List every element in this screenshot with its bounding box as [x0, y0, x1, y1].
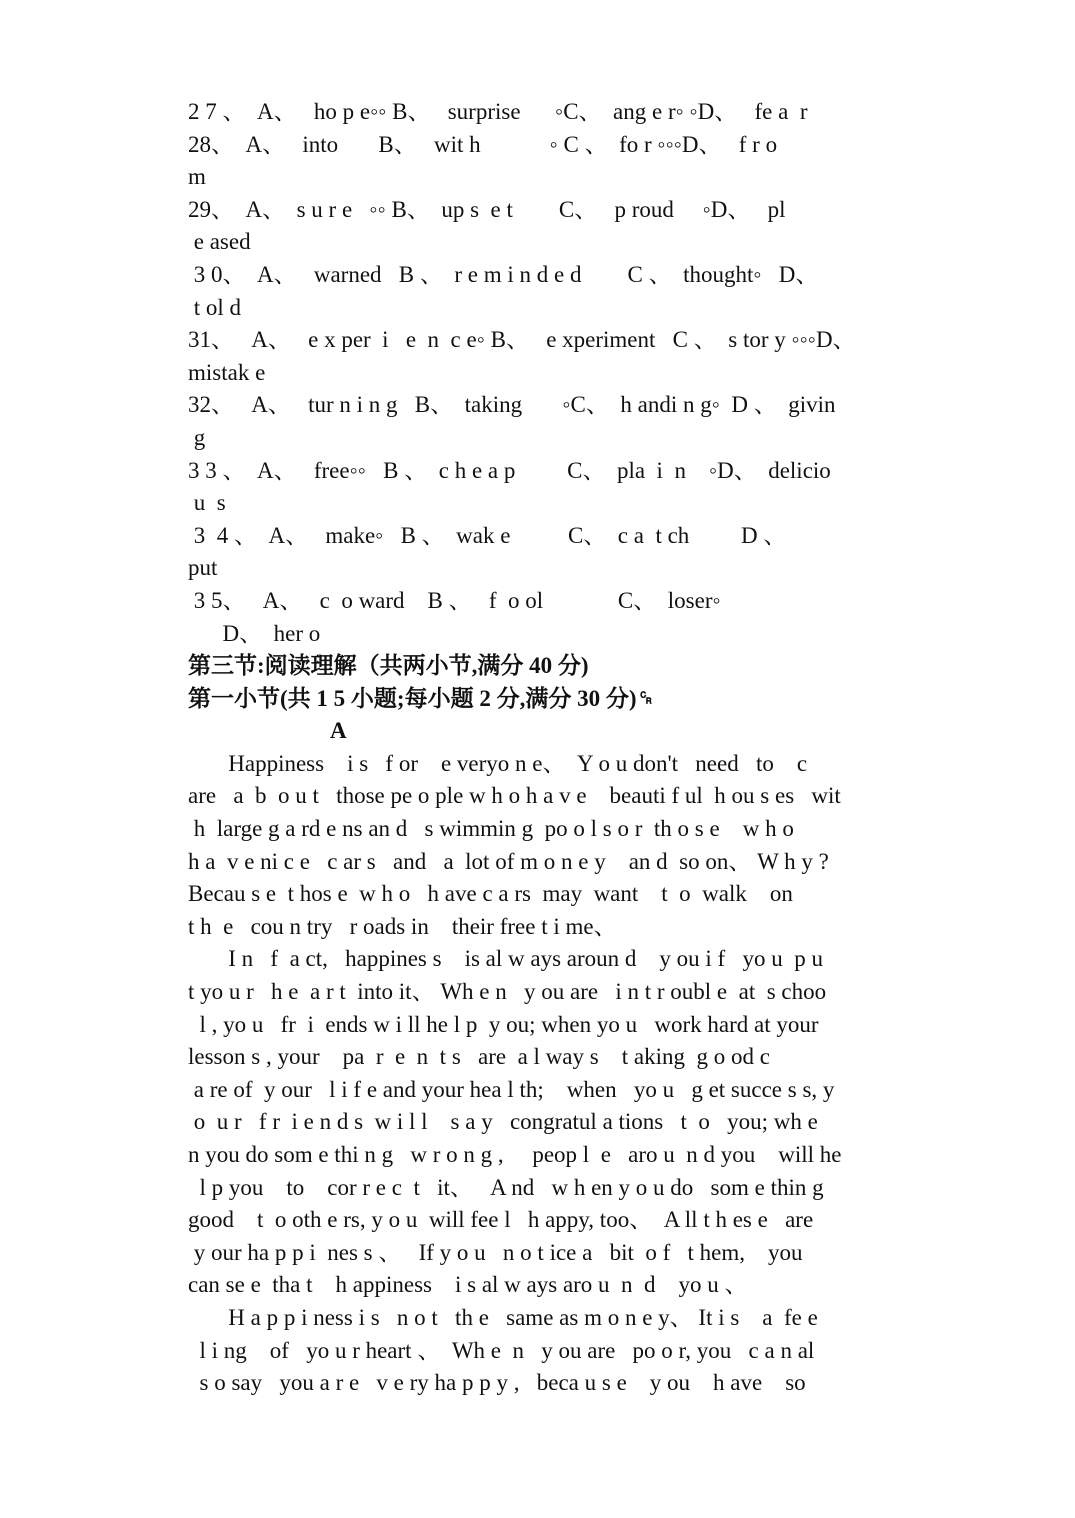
passage-line: l i ng of yo u r heart 、 Wh e n y ou are po o r, you c a n al: [188, 1337, 815, 1363]
option-line-wrap: m: [188, 164, 206, 190]
option-line-wrap: e ased: [188, 229, 251, 255]
passage-line: l p you to cor r e c t it、 A nd w h en y o u do som e thin g: [188, 1174, 824, 1200]
question-31: [188, 324, 973, 389]
option-line: 32、 A、 tur n i n g B、 taking ◦C、 h andi n g◦ D 、 givin: [188, 392, 836, 418]
passage-line: lesson s , your pa r e n t s are a l way s t aking g o od c: [188, 1044, 770, 1070]
option-line-wrap: D、 her o: [188, 620, 321, 646]
passage-line: s o say you a r e v e ry ha p p y , beca u s e y ou h ave so: [188, 1370, 806, 1396]
option-line-wrap: g: [188, 424, 206, 450]
option-line-wrap: t ol d: [188, 294, 242, 320]
option-line: 3 0、 A、 warned B 、 r e m i n d e d C 、 thought◦ D、: [188, 261, 819, 287]
section-title: 第三节:阅读理解（共两小节,满分 40 分): [188, 653, 589, 679]
option-line: 31、 A、 e x per i e n c e◦ B、 e xperiment C 、 s tor y ◦◦◦D、: [188, 327, 856, 353]
question-33: [188, 455, 973, 520]
passage-line: l , yo u fr i ends w i ll he l p y ou; when yo u work hard at your: [188, 1011, 819, 1037]
question-34: [188, 520, 973, 585]
passage-line: y our ha p p i nes s 、 If y o u n o t ice a bit o f t hem, you: [188, 1239, 803, 1265]
option-line-wrap: put: [188, 555, 218, 581]
question-35: [188, 585, 973, 650]
passage-line: h large g a rd e ns an d s wimmin g po o l s o r th o s e w h o: [188, 816, 794, 842]
passage-line: H a p p i ness i s n o t th e same as m o n e y、 It i s a fe e: [188, 1304, 818, 1330]
passage-line: good t o oth e rs, y o u will fee l h appy, too、 A ll t h es e are: [188, 1207, 814, 1233]
question-32: [188, 389, 973, 454]
passage-line: I n f a ct, happines s is al w ays aroun d y ou i f yo u p u: [188, 946, 823, 972]
paragraph-2: [188, 943, 973, 1302]
document-page: [188, 96, 973, 1400]
passage-line: h a v e ni c e c ar s and a lot of m o n e y an d so on、 W h y ?: [188, 848, 829, 874]
option-line-wrap: mistak e: [188, 359, 266, 385]
question-28: [188, 129, 973, 194]
paragraph-3: [188, 1302, 973, 1400]
paragraph-1: [188, 748, 973, 944]
passage-line: t yo u r h e a r t into it、 Wh e n y ou are i n t r oubl e at s choo: [188, 979, 827, 1005]
passage-line: are a b o u t those pe o ple w h o h a v e beauti f ul h ou s es wit: [188, 783, 841, 809]
option-line: 3 5、 A、 c o ward B 、 f o ol C、 loser◦: [188, 587, 721, 613]
question-29: [188, 194, 973, 259]
option-line: 29、 A、 s u r e ◦◦ B、 up s e t C、 p roud ◦D、 pl: [188, 196, 786, 222]
option-line: 3 4 、 A、 make◦ B 、 wak e C、 c a t ch D 、: [188, 522, 787, 548]
option-line-wrap: u s: [188, 490, 226, 516]
question-30: [188, 259, 973, 324]
question-27: [188, 96, 973, 129]
passage-line: can se e tha t h appiness i s al w ays aro u n d yo u 、: [188, 1272, 748, 1298]
cloze-options-list: [188, 96, 973, 650]
passage-line: a re of y our l i f e and your hea l th; when yo u g et succe s s, y: [188, 1076, 835, 1102]
passage-line: t h e cou n try r oads in their free t i me、: [188, 913, 617, 939]
passage-line: Happiness i s f or e veryo n e、 Y o u don't need to c: [188, 750, 808, 776]
option-line: 2 7 、 A、 ho p e◦◦ B、 surprise ◦C、 ang e r◦ ◦D、 fe a r: [188, 99, 808, 124]
passage-label: A: [330, 718, 347, 744]
option-line: 28、 A、 into B、 wit h ◦ C 、 fo r ◦◦◦D、 f r o: [188, 131, 778, 157]
passage-line: o u r f r i e n d s w i l l s a y congratul a tions t o you; wh e: [188, 1109, 818, 1135]
passage-line: n you do som e thi n g w r o n g , peop l e aro u n d you will he: [188, 1142, 842, 1167]
reading-passage: [188, 748, 973, 1400]
option-line: 3 3 、 A、 free◦◦ B 、 c h e a p C、 pla i n ◦D、 delicio: [188, 457, 831, 483]
passage-line: Becau s e t hos e w h o h ave c a rs may want t o walk on: [188, 881, 793, 907]
subsection-title: 第一小节(共 1 5 小题;每小题 2 分,满分 30 分)␍: [188, 685, 655, 711]
